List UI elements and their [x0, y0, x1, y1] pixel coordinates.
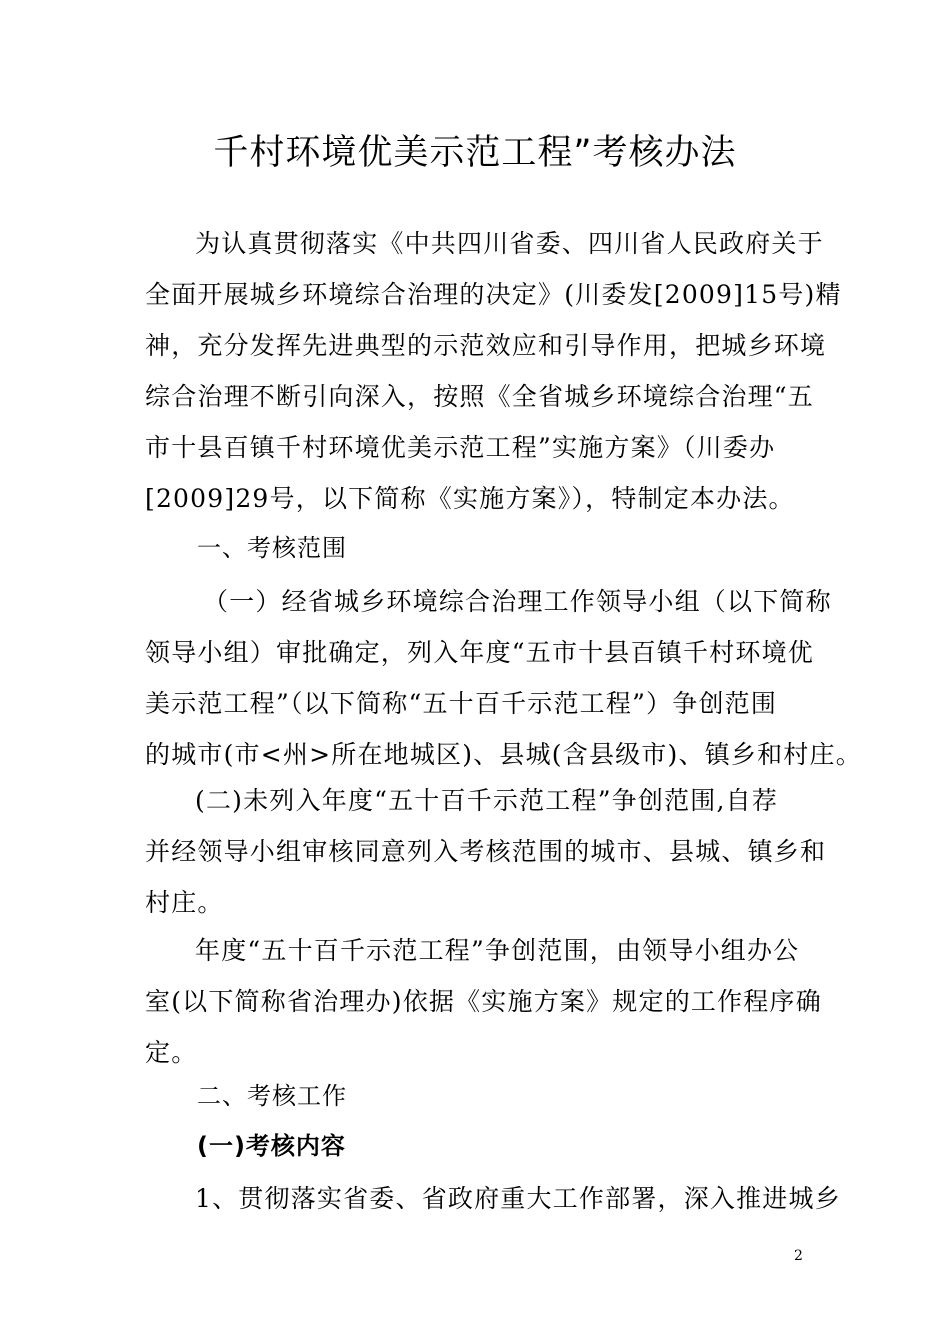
paragraph-line: 为认真贯彻落实《中共四川省委、四川省人民政府关于 [195, 229, 824, 258]
paragraph-intro [145, 218, 842, 524]
paragraph-line: [2009]29号，以下简称《实施方案》），特制定本办法。 [145, 484, 795, 513]
paragraph-scope-2 [145, 775, 827, 928]
paragraph-line: （一）经省城乡环境综合治理工作领导小组（以下简称 [203, 587, 832, 616]
paragraph-line: 年度“五十百千示范工程”争创范围，由领导小组办公 [195, 936, 800, 965]
paragraph-line: 市十县百镇千村环境优美示范工程”实施方案》（川委办 [145, 433, 776, 462]
page-number: 2 [794, 1248, 803, 1264]
paragraph-content-1 [145, 1173, 841, 1224]
document-title: 千村环境优美示范工程”考核办法 [213, 133, 737, 173]
section-heading-scope: 一、考核范围 [197, 534, 347, 562]
subsection-heading-content: (一)考核内容 [197, 1132, 346, 1160]
paragraph-line: 1、贯彻落实省委、省政府重大工作部署，深入推进城乡 [195, 1184, 841, 1213]
paragraph-scope-1 [145, 576, 862, 780]
paragraph-scope-3 [145, 925, 822, 1078]
paragraph-line: 村庄。 [145, 888, 224, 917]
section-heading-work: 二、考核工作 [197, 1082, 347, 1110]
paragraph-line: 定。 [145, 1038, 198, 1067]
paragraph-line: 领导小组）审批确定，列入年度“五市十县百镇千村环境优 [145, 638, 814, 667]
paragraph-line: 的城市(市<州>所在地城区)、县城(含县级市)、镇乡和村庄。 [145, 740, 862, 769]
paragraph-line: 全面开展城乡环境综合治理的决定》(川委发[2009]15号)精 [145, 280, 842, 309]
paragraph-line: 室(以下简称省治理办)依据《实施方案》规定的工作程序确 [145, 987, 822, 1016]
paragraph-line: (二)未列入年度“五十百千示范工程”争创范围,自荐 [195, 786, 779, 815]
paragraph-line: 神，充分发挥先进典型的示范效应和引导作用，把城乡环境 [145, 331, 827, 360]
paragraph-line: 并经领导小组审核同意列入考核范围的城市、县城、镇乡和 [145, 837, 827, 866]
paragraph-line: 美示范工程”（以下简称“五十百千示范工程”）争创范围 [145, 689, 778, 718]
paragraph-line: 综合治理不断引向深入，按照《全省城乡环境综合治理“五 [145, 382, 814, 411]
